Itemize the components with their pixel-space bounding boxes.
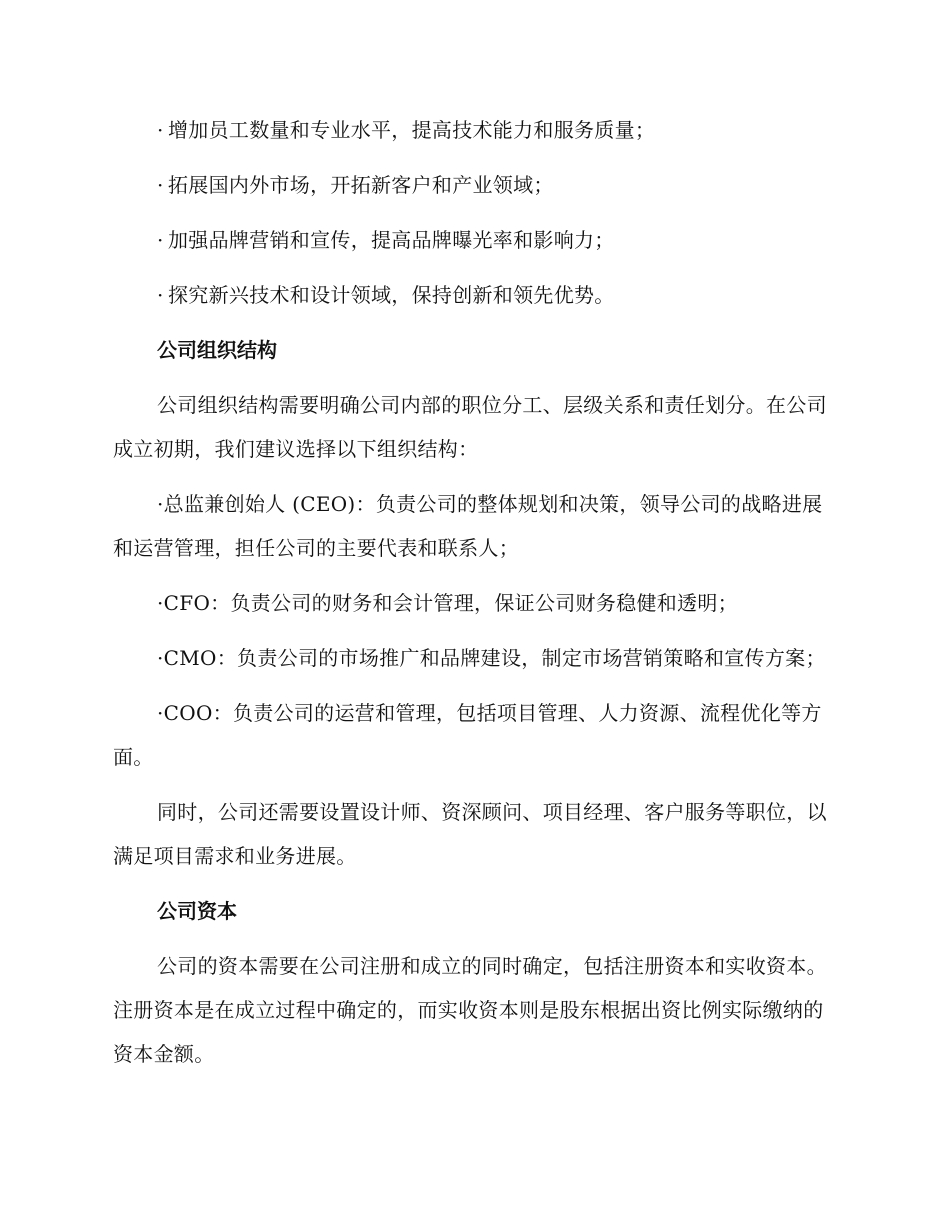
- role-item-cmo: [113, 636, 830, 680]
- org-closing-paragraph: 同时，公司还需要设置设计师、资深顾问、项目经理、客户服务等职位，以满足项目需求和业务进展。: [113, 800, 827, 868]
- section-heading-capital: 公司资本: [157, 899, 237, 923]
- bullet-item: [113, 218, 830, 262]
- capital-body-paragraph: 公司的资本需要在公司注册和成立的同时确定，包括注册资本和实收资本。注册资本是在成立过程中确定的，而实收资本则是股东根据出资比例实际缴纳的资本金额。: [113, 954, 827, 1066]
- bullet-dot: ·: [157, 591, 164, 615]
- role-item-coo: [113, 691, 830, 779]
- bullet-text: 探究新兴技术和设计领域，保持创新和领先优势。: [168, 283, 615, 307]
- bullet-text: 增加员工数量和专业水平，提高技术能力和服务质量；: [168, 118, 656, 142]
- role-item-ceo: [113, 482, 830, 570]
- bullet-dot: ·: [157, 492, 164, 516]
- bullet-dot: ·: [157, 701, 164, 725]
- intro-bullet-list: [113, 108, 830, 317]
- bullet-dot: ·: [157, 118, 164, 142]
- role-text: COO：负责公司的运营和管理，包括项目管理、人力资源、流程优化等方面。: [113, 701, 822, 769]
- bullet-dot: ·: [157, 646, 164, 670]
- section-heading-org: 公司组织结构: [157, 338, 277, 362]
- bullet-item: [113, 163, 830, 207]
- org-intro-paragraph: 公司组织结构需要明确公司内部的职位分工、层级关系和责任划分。在公司成立初期，我们建议选择以下组织结构：: [113, 393, 827, 461]
- role-item-cfo: [113, 581, 830, 625]
- bullet-dot: ·: [157, 283, 164, 307]
- bullet-item: [113, 273, 830, 317]
- bullet-dot: ·: [157, 228, 164, 252]
- role-text: CMO：负责公司的市场推广和品牌建设，制定市场营销策略和宣传方案；: [163, 646, 826, 670]
- bullet-text: 拓展国内外市场，开拓新客户和产业领域；: [168, 173, 554, 197]
- bullet-dot: ·: [157, 173, 164, 197]
- bullet-item: [113, 108, 830, 152]
- role-text: CFO：负责公司的财务和会计管理，保证公司财务稳健和透明；: [163, 591, 738, 615]
- role-text: 总监兼创始人 (CEO)：负责公司的整体规划和决策，领导公司的战略进展和运营管理，担任公司的主要代表和联系人；: [113, 492, 823, 560]
- bullet-text: 加强品牌营销和宣传，提高品牌曝光率和影响力；: [168, 228, 615, 252]
